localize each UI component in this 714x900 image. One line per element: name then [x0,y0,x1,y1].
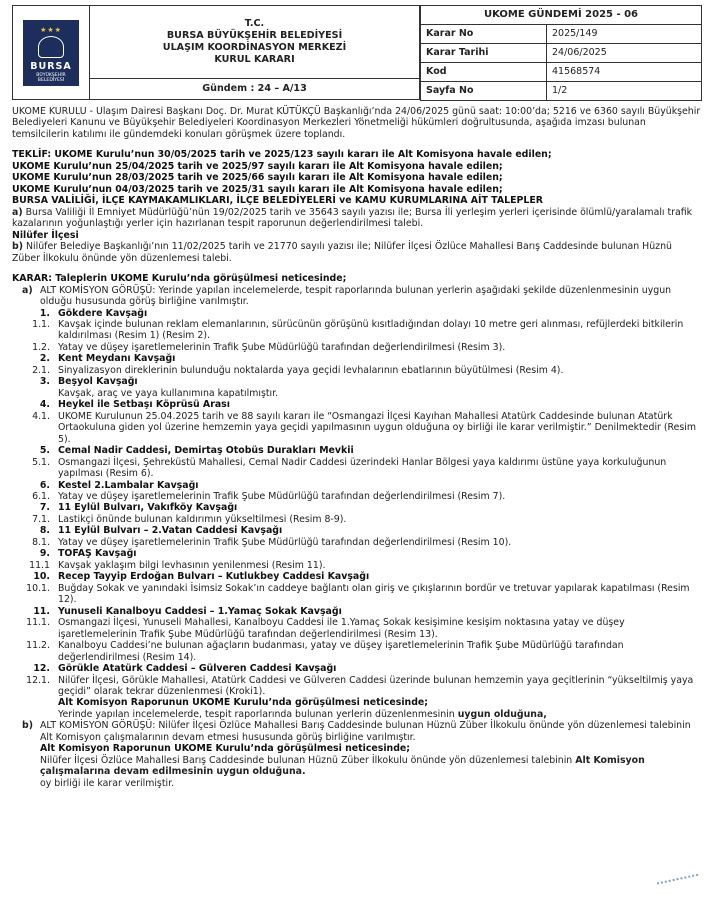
title-line-2: BURSA BÜYÜKŞEHİR BELEDİYESİ [166,30,343,42]
meta-label: Sayfa No [421,82,547,101]
item-sub-number: 7.1. [32,513,50,525]
item-sub [18,640,702,663]
item-note: Kavşak, araç ve yaya kullanımına kapatılmıştır. [58,387,279,399]
item-sub [18,560,702,571]
alt-rapor-2: Alt Komisyon Raporunun UKOME Kurulu’nda görüşülmesi neticesinde; [40,743,411,755]
title-line-4: KURUL KARARI [214,53,295,65]
item-title-text: Recep Tayyip Erdoğan Bulvarı – Kutlukbey Caddesi Kavşağı [58,571,370,583]
teklif-a-text: Bursa Valiliği İl Emniyet Müdürlüğü’nün 19/02/2025 tarih ve 35643 sayılı yazısı ile; Bursa İli yerleşim yerleri içerisinde ölümlü/yaralamalı trafik kazalarının yoğunlaştığı yerler için hazırlanan tespit raporunun değerlendirilmesi talebi. [12,206,693,230]
teklif-b-text: Nilüfer Belediye Başkanlığı’nın 11/02/2025 tarih ve 21770 sayılı yazısı ile; Nilüfer İlçesi Özlüce Mahallesi Barış Caddesinde bulunan Hüznü Züber İlkokulu önünde yön düzenlemesi talebi. [12,241,672,264]
item-sub [18,319,702,342]
meta-row [421,25,702,44]
closing-text: oy birliği ile karar verilmiştir. [40,777,175,789]
item-number: 2. [39,353,50,365]
alt-rapor-1-text-a: Yerinde yapılan incelemelerde, tespit raporlarında bulunan yerlerin düzenlenmesinin [58,708,458,720]
item-number: 9. [39,548,50,560]
item-sub-text: Sinyalizasyon direklerinin bulunduğu noktalarda yaya geçidi levhalarının ebatlarının büyütülmesi (Resim 4). [58,364,564,376]
document-header [12,5,702,109]
item-sub-number: 2.1. [32,364,50,376]
logo-box [12,5,90,100]
item-sub-text: Kavşak içinde bulunan reklam elemanlarının, sürücünün görüşünü kısıtladığından dolayı 10 metre geri alınması, refüjlerdeki bitkilerin kaldırılması (Resim 1) (Resim 2). [58,318,684,342]
teklif-b [12,241,702,264]
item-sub-text: Yatay ve düşey işaretlemelerinin Trafik Şube Müdürlüğü tarafından değerlendirilmesi (Resim 10). [58,536,512,548]
meta-table [420,5,702,101]
alt-rapor-1: Alt Komisyon Raporunun UKOME Kurulu’nda görüşülmesi neticesinde; [58,697,429,709]
document-body [12,106,702,789]
item-sub [18,537,702,548]
item-number: 5. [39,445,50,457]
teklif-a-label: a) [12,206,23,218]
meta-row [421,82,702,101]
meta-row [421,44,702,63]
item-number: 3. [39,376,50,388]
item-sub-number: 6.1. [32,491,50,502]
meta-value: 41568574 [547,63,702,82]
karar-heading: KARAR: Taleplerin UKOME Kurulu’nda görüşülmesi neticesinde; [12,273,347,285]
karar-b-label: b) [22,720,33,732]
item-title [18,571,702,582]
alt-rapor-1-text [12,709,702,720]
item-sub-text: Yatay ve düşey işaretlemelerinin Trafik Şube Müdürlüğü tarafından değerlendirilmesi (Resim 7). [58,491,506,502]
item-sub-number: 4.1. [32,410,50,422]
item-sub-number: 10.1. [26,582,50,594]
gundem-label: Gündem : 24 – A/13 [90,78,419,99]
item-number: 10. [33,571,50,583]
signature-stamp-icon [657,874,701,898]
meta-row [421,63,702,82]
alt-rapor-1-text-b: uygun olduğuna, [457,708,547,720]
item-title-text: Beşyol Kavşağı [58,376,138,388]
item-title-text: Gökdere Kavşağı [58,307,148,319]
title-line-3: ULAŞIM KOORDİNASYON MERKEZİ [162,42,347,53]
item-title [18,445,702,456]
item-sub [18,583,702,606]
logo-sub-2: BELEDİYESİ [37,77,65,83]
item-number: 6. [39,479,50,491]
item-title [18,525,702,536]
item-sub-text: Kavşak yaklaşım bilgi levhasının yenilenmesi (Resim 11). [58,559,326,571]
meta-label: Kod [421,63,547,82]
item-sub-text: Nilüfer İlçesi, Görükle Mahallesi, Atatürk Caddesi ve Gülveren Caddesi üzerinde bulunan hemzemin yaya geçitlerinin “yükseltilmiş yaya geçidi” olarak tekrar düzenlenmesi (Kroki1). [58,674,694,697]
item-sub [18,617,702,640]
item-sub-text: Buğday Sokak ve yanındaki İsimsiz Sokak’ın caddeye bağlantı olan giriş ve çıkışlarının bordür ve tretuvar yapılarak kapatılması (Resim 12). [58,582,690,606]
item-title-text: TOFAŞ Kavşağı [58,548,137,560]
stars-icon: ★★★ [40,25,62,34]
item-title-text: Kent Meydanı Kavşağı [58,353,176,365]
item-title [18,663,702,674]
item-sub-number: 1.2. [32,341,50,353]
item-number: 12. [33,663,50,675]
title-box [90,5,420,100]
item-title [18,606,702,617]
karar-b [12,720,702,743]
item-title-text: 11 Eylül Bulvarı, Vakıfköy Kavşağı [58,502,238,514]
meta-value: 24/06/2025 [547,44,702,63]
item-sub-number: 11.1. [26,617,50,629]
item-title-text: 11 Eylül Bulvarı – 2.Vatan Caddesi Kavşağı [58,525,283,537]
item-sub-text: Yatay ve düşey işaretlemelerinin Trafik Şube Müdürlüğü tarafından değerlendirilmesi (Resim 3). [58,341,506,353]
item-title [18,480,702,491]
karar-a-text: ALT KOMİSYON GÖRÜŞÜ: Yerinde yapılan incelemelerde, tespit raporlarında bulunan yerlerin aşağıdaki şekilde düzenlenmesinin uygun olduğu hususunda görüş birliğine varılmıştır. [40,284,672,308]
item-sub-text: Lastikçi önünde bulunan kaldırımın yükseltilmesi (Resim 8-9). [58,513,347,525]
item-number: 1. [39,307,50,319]
item-sub-number: 12.1. [26,674,50,686]
alt-rapor-2-text-a: Nilüfer İlçesi Özlüce Mahallesi Barış Caddesinde bulunan Hüznü Züber İlkokulu önünde yön düzenlemesi talebinin [40,754,576,766]
item-sub [18,342,702,353]
item-sub-text: Osmangazi İlçesi, Şehreküstü Mahallesi, Cemal Nadir Caddesi üzerindeki Hanlar Bölgesi yaya kaldırımı üstüne yaya korkuluğunun yapılması (Resim 6). [58,456,667,480]
item-sub [18,675,702,698]
karar-items [12,308,702,698]
item-title-text: Yunuseli Kanalboyu Caddesi – 1.Yamaç Sokak Kavşağı [58,605,342,617]
item-sub-text: Osmangazi İlçesi, Yunuseli Mahallesi, Kanalboyu Caddesi ile 1.Yamaç Sokak kesişimine kesişim noktasına yatay ve düşey işaretlemelerinin Trafik Şube Müdürlüğü tarafından değerlendirilmesi (Resim 13). [58,617,625,640]
logo-sub-1: BÜYÜKŞEHİR [36,72,66,78]
item-number: 11. [33,605,50,617]
logo-name: BURSA [30,61,72,73]
item-title [18,502,702,513]
item-sub-number: 11.1 [29,559,50,571]
meta-heading: UKOME GÜNDEMİ 2025 - 06 [421,6,702,25]
karar-b-text: ALT KOMİSYON GÖRÜŞÜ: Nilüfer İlçesi Özlüce Mahallesi Barış Caddesinde bulunan Hüznü Züber İlkokulu önünde yön düzenlemesi talebinin Alt Komisyon çalışmalarının devam etmesi hususunda görüş birliğine varılmıştır. [40,720,691,743]
item-title-text: Cemal Nadir Caddesi, Demirtaş Otobüs Durakları Mevkii [58,445,354,457]
teklif-line-2: UKOME Kurulu’nun 25/04/2025 tarih ve 2025/97 sayılı kararı ile Alt Komisyona havale edilen; [12,160,503,172]
teklif-b-label: b) [12,241,23,253]
item-number: 4. [39,399,50,411]
item-title [18,548,702,559]
item-title [18,399,702,410]
item-title [18,353,702,364]
item-sub-text: UKOME Kurulunun 25.04.2025 tarih ve 88 sayılı kararı ile “Osmangazi İlçesi Kayıhan Mahallesi Atatürk Caddesinde bulunan Atatürk Ortaokuluna giden yol üzerine hemzemin yaya geçidi yapılmasının uygun olduğuna oy birliği ile karar verilmiştir.” Denilmektedir (Resim 5). [58,410,697,445]
item-sub-number: 1.1. [32,318,50,330]
teklif-line-5: BURSA VALİLİĞİ, İLÇE KAYMAKAMLIKLARI, İLÇE BELEDİYELERİ ve KAMU KURUMLARINA AİT TALEPLER [12,195,543,207]
item-sub [18,514,702,525]
teklif-a [12,207,702,230]
emblem-icon [38,36,64,58]
intro-paragraph: UKOME KURULU - Ulaşım Dairesi Başkanı Doç. Dr. Murat KÜTÜKÇÜ Başkanlığı’nda 24/06/2025 günü saat: 10:00’da; 5216 ve 6360 sayılı Büyükşehir Belediyeleri Kanunu ve Büyükşehir Belediyeleri Koordinasyon Merkezleri Yönetmeliği hükümleri doğrultusunda, aşağıda imzası bulunan temsilcilerin katılımı ile gündemdeki konuları görüşmek üzere toplandı. [12,106,701,140]
karar-a [12,285,702,308]
item-title-text: Heykel ile Setbaşı Köprüsü Arası [58,399,230,411]
item-title-text: Görükle Atatürk Caddesi – Gülveren Caddesi Kavşağı [58,663,337,675]
item-sub [18,411,702,445]
item-sub [18,491,702,502]
alt-rapor-2-text [12,755,702,778]
bursa-logo [23,20,79,86]
meta-value: 1/2 [547,82,702,101]
item-sub-number: 8.1. [32,536,50,548]
alt-rapor-2-text-b: Alt Komisyon çalışmalarına devam edilmesinin uygun olduğuna. [40,754,645,778]
item-title-text: Kestel 2.Lambalar Kavşağı [58,479,199,491]
item-title [18,308,702,319]
item-sub [18,457,702,480]
teklif-line-4: UKOME Kurulu’nun 04/03/2025 tarih ve 2025/31 sayılı kararı ile Alt Komisyona havale edilen; [12,183,503,195]
teklif-line-3: UKOME Kurulu’nun 28/03/2025 tarih ve 2025/66 sayılı kararı ile Alt Komisyona havale edilen; [12,172,503,184]
meta-label: Karar No [421,25,547,44]
item-number: 8. [39,525,50,537]
item-sub-number: 5.1. [32,456,50,468]
meta-label: Karar Tarihi [421,44,547,63]
title-block [90,6,419,78]
item-sub-number: 11.2. [26,640,50,652]
item-sub [18,365,702,376]
meta-value: 2025/149 [547,25,702,44]
title-line-1: T.C. [244,18,265,30]
item-sub-text: Kanalboyu Caddesi’ne bulunan ağaçların budanması, yatay ve düşey işaretlemelerinin Trafik Şube Müdürlüğü tarafından değerlendirilmesi (Resim 14). [58,640,624,663]
teklif-line-1: TEKLİF: UKOME Kurulu’nun 30/05/2025 tarih ve 2025/123 sayılı kararı ile Alt Komisyona havale edilen; [12,149,552,161]
item-number: 7. [39,502,50,514]
item-title [18,376,702,387]
karar-a-label: a) [22,284,33,296]
nilufer-heading: Nilüfer İlçesi [12,229,79,241]
